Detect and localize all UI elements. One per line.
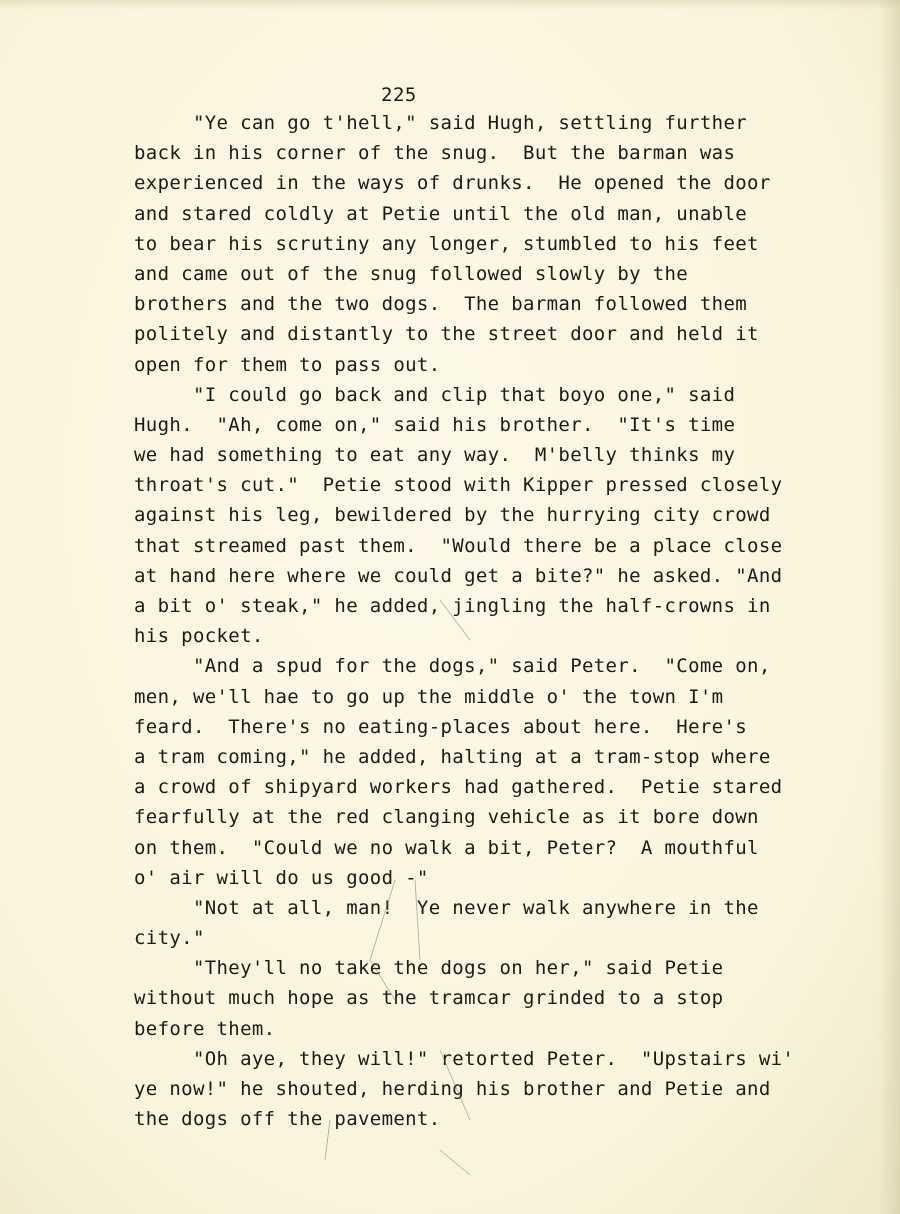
text-line: at hand here where we could get a bite?" he asked. "And (134, 564, 783, 587)
text-line: Hugh. "Ah, come on," said his brother. "It's time (134, 413, 736, 436)
text-line: the dogs off the pavement. (134, 1108, 441, 1131)
page-number: 225 (381, 84, 417, 106)
text-line: to bear his scrutiny any longer, stumbled to his feet (134, 232, 759, 255)
text-line: "They'll no take the dogs on her," said Petie (134, 957, 724, 980)
text-line: a crowd of shipyard workers had gathered. Petie stared (134, 776, 783, 799)
text-line: before them. (134, 1017, 276, 1040)
text-line: and stared coldly at Petie until the old man, unable (134, 202, 748, 225)
text-line: "I could go back and clip that boyo one," said (134, 383, 736, 406)
text-line: and came out of the snug followed slowly by the (134, 262, 689, 285)
text-line: feard. There's no eating-places about here. Here's (134, 715, 748, 738)
text-line: that streamed past them. "Would there be a place close (134, 534, 783, 557)
text-line: brothers and the two dogs. The barman followed them (134, 293, 748, 316)
text-line: a bit o' steak," he added, jingling the half-crowns in (134, 595, 771, 617)
text-line: we had something to eat any way. M'belly thinks my (134, 444, 736, 467)
text-line: fearfully at the red clanging vehicle as it bore down (134, 806, 759, 829)
text-line: against his leg, bewildered by the hurrying city crowd (134, 504, 771, 527)
text-line: a tram coming," he added, halting at a tram-stop where (134, 745, 771, 768)
text-line: city." (134, 927, 205, 950)
text-line: politely and distantly to the street door and held it (134, 323, 759, 346)
text-line: ye now!" he shouted, herding his brother and Petie and (134, 1078, 771, 1100)
text-line: on them. "Could we no walk a bit, Peter? A mouthful (134, 836, 759, 859)
text-line: without much hope as the tramcar grinded to a stop (134, 987, 724, 1010)
text-line: "And a spud for the dogs," said Peter. "Come on, (134, 655, 771, 678)
text-line: "Not at all, man! Ye never walk anywhere in the (134, 896, 759, 919)
text-line: o' air will do us good -" (134, 866, 429, 889)
text-line: open for them to pass out. (134, 353, 441, 376)
text-line: his pocket. (134, 625, 264, 648)
text-line: experienced in the ways of drunks. He opened the door (134, 172, 771, 195)
text-line: "Ye can go t'hell," said Hugh, settling further (134, 112, 748, 134)
text-line: "Oh aye, they will!" retorted Peter. "Upstairs wi' (134, 1047, 795, 1070)
text-line: back in his corner of the snug. But the barman was (134, 142, 736, 165)
text-line: men, we'll hae to go up the middle o' the town I'm (134, 685, 724, 708)
text-line: throat's cut." Petie stood with Kipper pressed closely (134, 474, 783, 497)
